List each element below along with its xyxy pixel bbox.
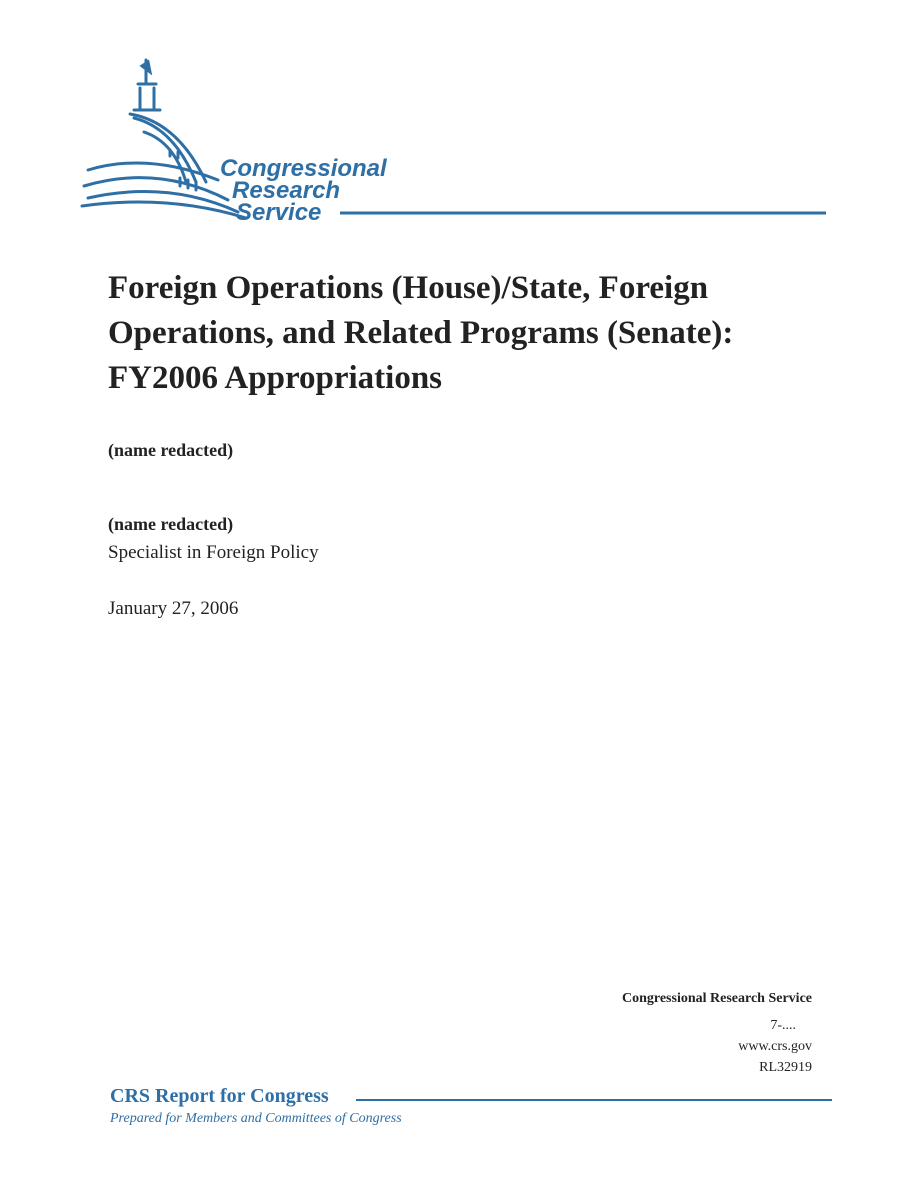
capitol-dome-icon: [78, 52, 838, 227]
report-banner-subtitle: Prepared for Members and Committees of Congress: [110, 1111, 402, 1126]
footer-website[interactable]: www.crs.gov: [738, 1039, 812, 1054]
report-title: [108, 266, 828, 401]
report-banner-label: CRS Report for Congress: [110, 1085, 329, 1107]
logo-text-research: Research: [232, 177, 341, 204]
author-1-name: (name redacted): [108, 440, 234, 460]
logo-text-service: Service: [236, 199, 322, 226]
logo-text-congressional: Congressional: [220, 155, 387, 182]
title-line-3: FY2006 Appropriations: [108, 360, 443, 396]
report-number: RL32919: [759, 1060, 812, 1075]
footer-phone: 7-....: [770, 1018, 796, 1033]
author-2-name: (name redacted): [108, 514, 234, 534]
title-line-2: Operations, and Related Programs (Senate):: [108, 315, 734, 351]
report-date: January 27, 2006: [108, 598, 239, 619]
footer-org: Congressional Research Service: [621, 991, 812, 1006]
report-banner-rule: [356, 1099, 832, 1101]
author-2-role: Specialist in Foreign Policy: [108, 542, 319, 563]
crs-logo: [78, 52, 838, 227]
title-line-1: Foreign Operations (House)/State, Foreign: [108, 270, 709, 306]
